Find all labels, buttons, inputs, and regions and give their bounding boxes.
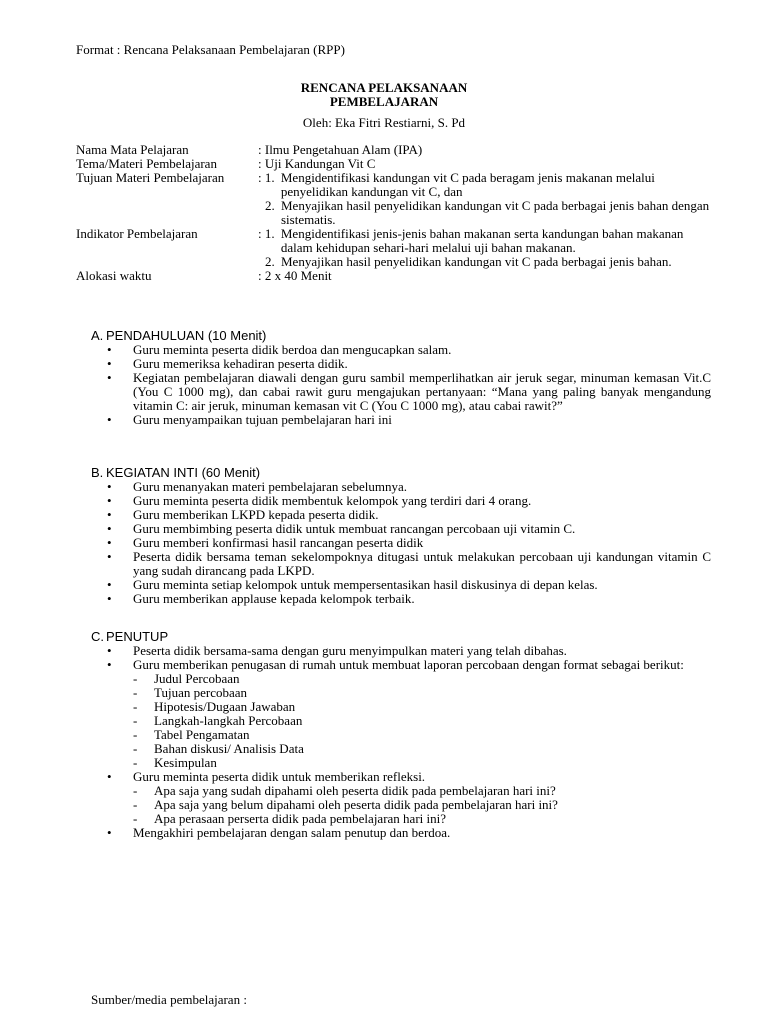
tujuan-item bbox=[258, 199, 716, 227]
info-value: : 2 x 40 Menit bbox=[258, 268, 332, 283]
item-number: 1. bbox=[264, 226, 275, 241]
item-text: Menyajikan hasil penyelidikan kandungan vit C pada berbagai jenis bahan. bbox=[281, 254, 672, 269]
list-item-text: Guru meminta setiap kelompok untuk mempersentasikan hasil diskusinya di depan kelas. bbox=[133, 577, 598, 592]
bullet-icon: • bbox=[107, 577, 112, 592]
list-item bbox=[91, 644, 711, 658]
indikator-item bbox=[258, 227, 716, 255]
info-row-indikator bbox=[76, 227, 716, 269]
bullet-list bbox=[91, 343, 711, 427]
section-letter: B. bbox=[91, 465, 104, 480]
section-penutup bbox=[91, 630, 711, 840]
list-item bbox=[91, 343, 711, 357]
bullet-list bbox=[91, 770, 711, 784]
info-row-alokasi bbox=[76, 269, 716, 283]
section-heading bbox=[91, 630, 711, 644]
bullet-icon: • bbox=[107, 356, 112, 371]
section-heading bbox=[91, 466, 711, 480]
section-title: PENUTUP bbox=[106, 629, 169, 644]
reflection-item-text: Apa saja yang sudah dipahami oleh peserta didik pada pembelajaran hari ini? bbox=[154, 783, 556, 798]
reflection-item bbox=[91, 812, 711, 826]
info-value: : Ilmu Pengetahuan Alam (IPA) bbox=[258, 142, 423, 157]
bullet-list bbox=[91, 480, 711, 606]
document-title-line2: PEMBELAJARAN bbox=[329, 94, 439, 109]
dash-marker: - bbox=[133, 783, 138, 798]
list-item-text: Guru membimbing peserta didik untuk membuat rancangan percobaan uji vitamin C. bbox=[133, 521, 576, 536]
info-row-mapel bbox=[76, 143, 716, 157]
item-text: Mengidentifikasi jenis-jenis bahan makanan serta kandungan bahan makanan dalam kehidupan sehari-hari melalui uji bahan makanan. bbox=[280, 226, 684, 255]
bullet-icon: • bbox=[107, 342, 112, 357]
colon: : bbox=[258, 170, 265, 185]
bullet-icon: • bbox=[107, 535, 112, 550]
indent bbox=[258, 199, 265, 227]
list-item bbox=[91, 770, 711, 784]
list-item bbox=[91, 508, 711, 522]
list-item-text: Guru meminta peserta didik untuk memberikan refleksi. bbox=[133, 769, 426, 784]
section-title: KEGIATAN INTI (60 Menit) bbox=[106, 465, 261, 480]
list-item bbox=[91, 494, 711, 508]
format-item bbox=[91, 728, 711, 742]
tujuan-item bbox=[258, 171, 716, 199]
info-label: Indikator Pembelajaran bbox=[76, 226, 198, 241]
document-title-line1: RENCANA PELAKSANAAN bbox=[300, 80, 468, 95]
reflection-item-text: Apa perasaan perserta didik pada pembelajaran hari ini? bbox=[154, 811, 446, 826]
list-item-text: Guru menyampaikan tujuan pembelajaran hari ini bbox=[133, 412, 392, 427]
reflection-item bbox=[91, 784, 711, 798]
info-label: Tujuan Materi Pembelajaran bbox=[76, 170, 225, 185]
section-letter: C. bbox=[91, 629, 104, 644]
list-item bbox=[91, 357, 711, 371]
list-item-text: Guru memberi konfirmasi hasil rancangan peserta didik bbox=[133, 535, 424, 550]
info-row-tema bbox=[76, 157, 716, 171]
info-value: : Uji Kandungan Vit C bbox=[258, 156, 376, 171]
list-item-text: Peserta didik bersama-sama dengan guru menyimpulkan materi yang telah dibahas. bbox=[133, 643, 567, 658]
reflection-item bbox=[91, 798, 711, 812]
list-item-text: Guru memberikan penugasan di rumah untuk membuat laporan percobaan dengan format sebagai berikut: bbox=[133, 657, 684, 672]
format-item-text: Tujuan percobaan bbox=[154, 685, 248, 700]
item-number: 2. bbox=[265, 198, 275, 213]
bullet-icon: • bbox=[107, 507, 112, 522]
bullet-icon: • bbox=[107, 493, 112, 508]
list-item bbox=[91, 371, 711, 413]
indikator-item bbox=[258, 255, 716, 269]
list-item bbox=[91, 522, 711, 536]
bullet-icon: • bbox=[107, 591, 112, 606]
list-item-text: Mengakhiri pembelajaran dengan salam penutup dan berdoa. bbox=[133, 825, 451, 840]
list-item-text: Guru memeriksa kehadiran peserta didik. bbox=[133, 356, 348, 371]
bullet-icon: • bbox=[107, 370, 112, 385]
list-item bbox=[91, 480, 711, 494]
bullet-icon: • bbox=[107, 643, 112, 658]
format-item-text: Kesimpulan bbox=[154, 755, 217, 770]
list-item-text: Guru meminta peserta didik membentuk kelompok yang terdiri dari 4 orang. bbox=[133, 493, 532, 508]
info-label: Alokasi waktu bbox=[76, 268, 152, 283]
bullet-list bbox=[91, 826, 711, 840]
dash-marker: - bbox=[133, 797, 138, 812]
list-item bbox=[91, 413, 711, 427]
dash-marker: - bbox=[133, 727, 138, 742]
format-line: Format : Rencana Pelaksanaan Pembelajaran (RPP) bbox=[76, 42, 345, 57]
bullet-icon: • bbox=[107, 769, 112, 784]
section-pendahuluan bbox=[91, 329, 711, 427]
format-item-text: Tabel Pengamatan bbox=[154, 727, 250, 742]
list-item bbox=[91, 578, 711, 592]
format-item bbox=[91, 756, 711, 770]
format-item-text: Hipotesis/Dugaan Jawaban bbox=[154, 699, 296, 714]
info-row-tujuan bbox=[76, 171, 716, 227]
list-item-text: Guru memberikan applause kepada kelompok terbaik. bbox=[133, 591, 415, 606]
dash-marker: - bbox=[133, 713, 138, 728]
format-item bbox=[91, 686, 711, 700]
format-item bbox=[91, 700, 711, 714]
format-item bbox=[91, 672, 711, 686]
info-value bbox=[258, 171, 716, 227]
format-item-text: Judul Percobaan bbox=[154, 671, 240, 686]
format-item-text: Langkah-langkah Percobaan bbox=[154, 713, 303, 728]
format-item bbox=[91, 742, 711, 756]
info-value bbox=[258, 227, 716, 269]
dash-marker: - bbox=[133, 811, 138, 826]
section-title: PENDAHULUAN (10 Menit) bbox=[106, 328, 267, 343]
info-label: Nama Mata Pelajaran bbox=[76, 142, 189, 157]
colon: : bbox=[258, 226, 265, 241]
format-item bbox=[91, 714, 711, 728]
item-number: 2. bbox=[265, 254, 275, 269]
format-item-text: Bahan diskusi/ Analisis Data bbox=[154, 741, 304, 756]
list-item bbox=[91, 826, 711, 840]
indent bbox=[258, 255, 265, 269]
item-number: 1. bbox=[264, 170, 275, 185]
bullet-icon: • bbox=[107, 825, 112, 840]
reflection-list bbox=[91, 784, 711, 826]
list-item-text: Peserta didik bersama teman sekelompoknya ditugasi untuk melakukan percobaan uji kandungan vitamin C yang sudah dirancang pada LKPD. bbox=[133, 549, 711, 578]
bullet-icon: • bbox=[107, 549, 112, 564]
reflection-item-text: Apa saja yang belum dipahami oleh peserta didik pada pembelajaran hari ini? bbox=[154, 797, 558, 812]
list-item-text: Guru menanyakan materi pembelajaran sebelumnya. bbox=[133, 479, 407, 494]
list-item-text: Guru meminta peserta didik berdoa dan mengucapkan salam. bbox=[133, 342, 452, 357]
list-item bbox=[91, 592, 711, 606]
bullet-icon: • bbox=[107, 412, 112, 427]
bullet-icon: • bbox=[107, 479, 112, 494]
bullet-list bbox=[91, 644, 711, 672]
sumber-media-label: Sumber/media pembelajaran : bbox=[91, 992, 247, 1007]
section-heading bbox=[91, 329, 711, 343]
dash-marker: - bbox=[133, 699, 138, 714]
section-letter: A. bbox=[91, 328, 104, 343]
dash-marker: - bbox=[133, 755, 138, 770]
list-item bbox=[91, 550, 711, 578]
format-list bbox=[91, 672, 711, 770]
list-item-text: Kegiatan pembelajaran diawali dengan guru sambil memperlihatkan air jeruk segar, minuman kemasan Vit.C (You C 1000 mg), dan cabai rawit guru mengajukan pertanyaan: “Mana yang paling banyak mengandung vitamin C: air jeruk, minuman kemasan vit C (You C 1000 mg), atau cabai rawit?” bbox=[133, 370, 711, 413]
item-text: Mengidentifikasi kandungan vit C pada beragam jenis makanan melalui penyelidikan kandungan vit C, dan bbox=[280, 170, 655, 199]
dash-marker: - bbox=[133, 685, 138, 700]
list-item bbox=[91, 536, 711, 550]
lesson-info bbox=[76, 143, 716, 283]
info-label: Tema/Materi Pembelajaran bbox=[76, 156, 217, 171]
list-item-text: Guru memberikan LKPD kepada peserta didik. bbox=[133, 507, 379, 522]
bullet-icon: • bbox=[107, 521, 112, 536]
dash-marker: - bbox=[133, 741, 138, 756]
section-kegiatan-inti bbox=[91, 466, 711, 606]
author-line: Oleh: Eka Fitri Restiarni, S. Pd bbox=[302, 115, 466, 130]
bullet-icon: • bbox=[107, 657, 112, 672]
item-text: Menyajikan hasil penyelidikan kandungan vit C pada berbagai jenis bahan dengan sistematis. bbox=[281, 198, 710, 227]
list-item bbox=[91, 658, 711, 672]
dash-marker: - bbox=[133, 671, 138, 686]
